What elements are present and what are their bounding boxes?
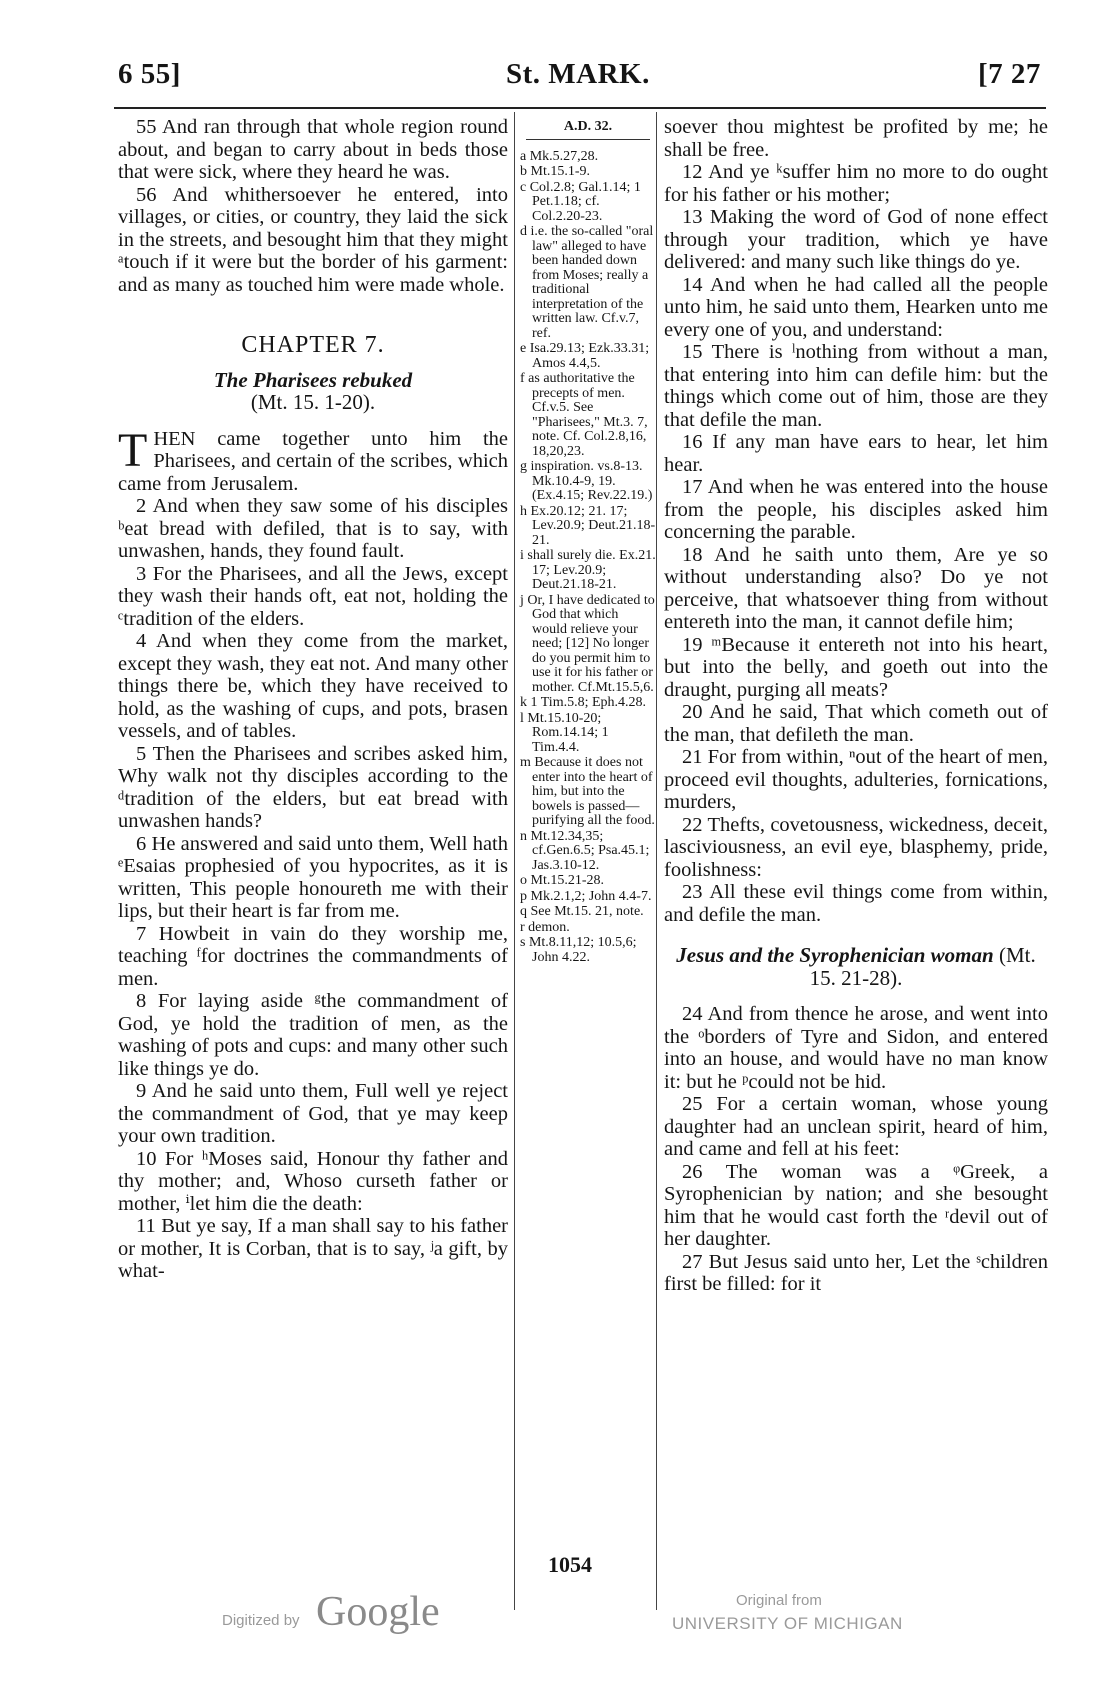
- margin-note-f: f as authoritative the precepts of men. Cf.v.5. See "Pharisees," Mt.3. 7, note. Cf. Col.2.8,16, 18,20,23.: [520, 371, 648, 459]
- verse-7: 7 Howbeit in vain do they worship me, teaching ᶠfor doctrines the commandments of men.: [118, 922, 508, 990]
- margin-note-n: n Mt.12.34,35; cf.Gen.6.5; Psa.45.1; Jas.3.10-12.: [520, 828, 650, 873]
- verse-1-text: HEN came together unto him the Pharisees, and certain of the scribes, which came from Jerusalem.: [118, 427, 508, 495]
- verse-14: 14 And when he had called all the people unto him, he said unto them, Hearken unto me every one of you, and understand:: [664, 273, 1048, 341]
- verse-23: 23 All these evil things come from within, and defile the man.: [664, 881, 1048, 926]
- running-header-left: 6 55]: [118, 58, 181, 90]
- verse-26: 26 The woman was a ᵠGreek, a Syrophenician by nation; and she besought him that he would cast forth the ʳdevil out of her daughter.: [664, 1160, 1048, 1250]
- margin-note-k: k 1 Tim.5.8; Eph.4.28.: [520, 695, 647, 710]
- margin-note-b: b Mt.15.1-9.: [520, 164, 590, 179]
- margin-note-o: o Mt.15.21-28.: [520, 873, 604, 888]
- verse-6: 6 He answered and said unto them, Well hath ᵉEsaias prophesied of you hypocrites, as it is written, This people honoureth me with their lips, but their heart is far from me.: [118, 832, 508, 922]
- verse-10: 10 For ʰMoses said, Honour thy father and thy mother; and, Whoso curseth father or mother, ⁱlet him die the death:: [118, 1147, 508, 1215]
- margin-note-j: j Or, I have dedicated to God that which would relieve your need; [12] No longer do you permit him to use it for his father or mother. Cf.Mt.15.5,6.: [520, 592, 655, 695]
- column-divider-right: [656, 112, 657, 1610]
- margin-references: [520, 116, 656, 966]
- original-from-label: Original from: [736, 1592, 822, 1609]
- verse-27: 27 But Jesus said unto her, Let the ˢchildren first be filled: for it: [664, 1250, 1048, 1295]
- margin-note-i: i shall surely die. Ex.21. 17; Lev.20.9; Deut.21.18-21.: [520, 548, 656, 592]
- verse-18: 18 And he saith unto them, Are ye so without understanding also? Do ye not perceive, that whatsoever thing from without entereth into the man, it cannot defile him;: [664, 543, 1048, 633]
- section-title: The Pharisees rebuked: [213, 367, 413, 392]
- verse-12: 12 And ye ᵏsuffer him no more to do ought for his father or his mother;: [664, 161, 1048, 206]
- verse-11: 11 But ye say, If a man shall say to his father or mother, It is Corban, that is to say, ʲa gift, by what-: [118, 1215, 508, 1282]
- drop-cap: T: [118, 423, 148, 477]
- verse-11-continued: soever thou mightest be profited by me; he shall be free.: [664, 116, 1048, 161]
- verse-16: 16 If any man have ears to hear, let him hear.: [664, 431, 1048, 476]
- verse-8: 8 For laying aside ᵍthe commandment of God, ye hold the tradition of men, as the washing of pots and cups: and many other such like things ye do.: [118, 990, 508, 1080]
- date-label: A.D. 32.: [526, 120, 650, 140]
- margin-note-q: q See Mt.15. 21, note.: [520, 904, 644, 919]
- margin-note-h: h Ex.20.12; 21. 17; Lev.20.9; Deut.21.18-21.: [520, 503, 656, 548]
- header-rule: [114, 107, 1046, 109]
- verse-19: 19 ᵐBecause it entereth not into his heart, but into the belly, and goeth out into the draught, purging all meats?: [664, 633, 1048, 701]
- verse-24: 24 And from thence he arose, and went into the ᵒborders of Tyre and Sidon, and entered into an house, and would have no man know it: but he ᵖcould not be hid.: [664, 1003, 1048, 1093]
- running-header-title: St. MARK.: [506, 58, 650, 90]
- verse-17: 17 And when he was entered into the house from the people, his disciples asked him concerning the parable.: [664, 476, 1048, 543]
- margin-note-a: a Mk.5.27,28.: [520, 148, 599, 164]
- verse-3: 3 For the Pharisees, and all the Jews, except they wash their hands oft, eat not, holding the ᶜtradition of the elders.: [118, 562, 508, 630]
- margin-note-p: p Mk.2.1,2; John 4.4-7.: [520, 888, 652, 904]
- verse-25: 25 For a certain woman, whose young daughter had an unclean spirit, heard of him, and came and fell at his feet:: [664, 1093, 1048, 1160]
- digitized-by-label: Digitized by: [222, 1612, 300, 1629]
- section-reference: (Mt. 15. 1-20).: [250, 390, 376, 414]
- google-logo: Google: [316, 1589, 440, 1635]
- section-reference-2: (Mt. 15. 21-28).: [809, 943, 1036, 990]
- margin-note-g: g inspiration. vs.8-13. Mk.10.4-9, 19. (Ex.4.15; Rev.22.19.): [520, 459, 653, 503]
- page-number: 1054: [548, 1552, 592, 1577]
- running-header-right: [7 27: [978, 58, 1041, 90]
- verse-21: 21 For from within, ⁿout of the heart of men, proceed evil thoughts, adulteries, fornications, murders,: [664, 746, 1048, 813]
- verse-4: 4 And when they come from the market, except they wash, they eat not. And many other things there be, which they have received to hold, as the washing of cups, and pots, brasen vessels, and of tables.: [118, 630, 508, 742]
- chapter-heading: CHAPTER 7.: [241, 332, 385, 358]
- section-heading-2: [664, 944, 1048, 989]
- left-text-column: [118, 116, 508, 1283]
- verse-9: 9 And he said unto them, Full well ye reject the commandment of God, that ye may keep your own tradition.: [118, 1080, 508, 1147]
- verse-22: 22 Thefts, covetousness, wickedness, deceit, lasciviousness, an evil eye, blasphemy, pride, foolishness:: [664, 813, 1048, 881]
- margin-note-l: l Mt.15.10-20; Rom.14.14; 1 Tim.4.4.: [520, 710, 609, 755]
- right-text-column: [664, 116, 1048, 1296]
- section-title-2: Jesus and the Syrophenician woman: [676, 943, 994, 967]
- verse-56: 56 And whithersoever he entered, into villages, or cities, or country, they laid the sick in the streets, and besought him that they might ᵃtouch if it were but the border of his garment: and as many as touched him were made whole.: [118, 183, 508, 296]
- verse-2: 2 And when they saw some of his disciples ᵇeat bread with defiled, that is to say, with unwashen, hands, they found fault.: [118, 495, 508, 562]
- margin-note-m: m Because it does not enter into the heart of him, but into the bowels is passed—purifying all the food.: [520, 755, 655, 828]
- section-heading: [118, 369, 508, 414]
- margin-note-c: c Col.2.8; Gal.1.14; 1 Pet.1.18; cf. Col.2.20-23.: [520, 179, 641, 224]
- institution-label: UNIVERSITY OF MICHIGAN: [672, 1614, 903, 1633]
- margin-note-r: r demon.: [520, 919, 570, 935]
- verse-15: 15 There is ˡnothing from without a man, that entering into him can defile him: but the things which come out of him, those are they that defile the man.: [664, 341, 1048, 431]
- margin-note-d: d i.e. the so-called "oral law" alleged to have been handed down from Moses; really a traditional interpretation of the written law. Cf.v.7, ref.: [520, 224, 654, 341]
- verse-5: 5 Then the Pharisees and scribes asked him, Why walk not thy disciples according to the ᵈtradition of the elders, but eat bread with unwashen hands?: [118, 742, 508, 832]
- margin-note-e: e Isa.29.13; Ezk.33.31; Amos 4.4,5.: [520, 341, 650, 371]
- verse-13: 13 Making the word of God of none effect through your tradition, which ye have delivered: and many such like things do ye.: [664, 206, 1048, 273]
- verse-20: 20 And he said, That which cometh out of the man, that defileth the man.: [664, 701, 1048, 746]
- margin-note-s: s Mt.8.11,12; 10.5,6; John 4.22.: [520, 935, 637, 965]
- verse-55: 55 And ran through that whole region round about, and began to carry about in beds those that were sick, where they heard he was.: [118, 116, 508, 183]
- verse-1: [118, 423, 508, 496]
- column-divider-left: [514, 112, 515, 1610]
